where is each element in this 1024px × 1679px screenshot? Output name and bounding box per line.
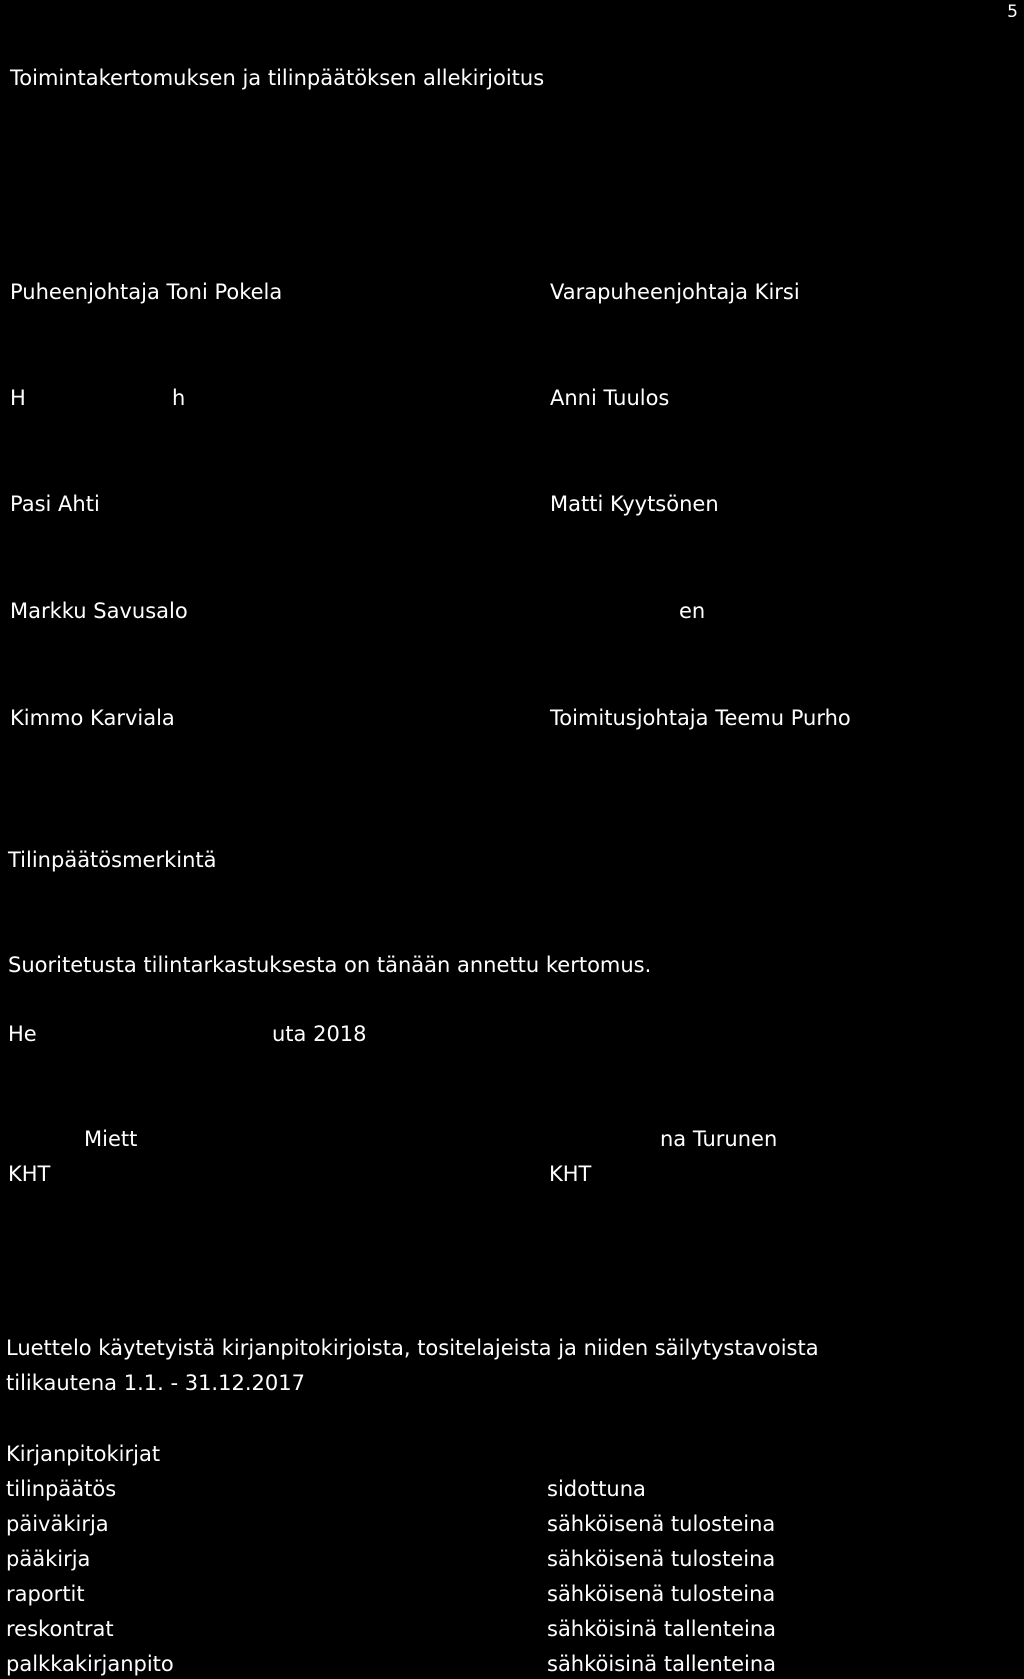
auditor-right-title: KHT [549, 1162, 592, 1186]
signature-member-en: en [679, 599, 706, 623]
page-heading: Toimintakertomuksen ja tilinpäätöksen allekirjoitus [10, 66, 545, 90]
ledger-title-line1: Luettelo käytetyistä kirjanpitokirjoista, tositelajeista ja niiden säilytystavoista [6, 1336, 819, 1360]
ledger-row-name: raportit [6, 1582, 85, 1606]
audit-statement: Suoritetusta tilintarkastuksesta on tänään annettu kertomus. [8, 953, 652, 977]
signature-chair: Puheenjohtaja Toni Pokela [10, 280, 283, 304]
ledger-row-name: tilinpäätös [6, 1477, 117, 1501]
ledger-row-storage: sähköisenä tulosteina [547, 1512, 776, 1536]
auditor-right-name: na Turunen [660, 1127, 778, 1151]
ledger-row-name: päiväkirja [6, 1512, 109, 1536]
ledger-row-storage: sähköisenä tulosteina [547, 1582, 776, 1606]
signature-anni-tuulos: Anni Tuulos [550, 386, 670, 410]
signature-member-h-fragment: h [172, 386, 186, 410]
audit-date: uta 2018 [272, 1022, 367, 1046]
audit-place: He [8, 1022, 37, 1046]
ledger-row-name: reskontrat [6, 1617, 114, 1641]
page-number: 5 [1007, 2, 1018, 22]
ledger-row-storage: sähköisinä tallenteina [547, 1652, 777, 1676]
ledger-row-name: palkkakirjanpito [6, 1652, 174, 1676]
signature-member-h: H [10, 386, 26, 410]
signature-vice-chair: Varapuheenjohtaja Kirsi [550, 280, 800, 304]
ledger-row-storage: sähköisenä tulosteina [547, 1547, 776, 1571]
ledger-row-storage: sähköisinä tallenteina [547, 1617, 777, 1641]
signature-pasi-ahti: Pasi Ahti [10, 492, 100, 516]
ledger-row-storage: sidottuna [547, 1477, 646, 1501]
signature-matti-kyytsonen: Matti Kyytsönen [550, 492, 719, 516]
audit-heading: Tilinpäätösmerkintä [8, 848, 217, 872]
auditor-left-name: Miett [84, 1127, 138, 1151]
ledger-section-heading: Kirjanpitokirjat [6, 1442, 161, 1466]
ledger-row-name: pääkirja [6, 1547, 91, 1571]
ledger-title-line2: tilikautena 1.1. - 31.12.2017 [6, 1371, 305, 1395]
signature-markku-savusalo: Markku Savusalo [10, 599, 188, 623]
auditor-left-title: KHT [8, 1162, 51, 1186]
signature-ceo: Toimitusjohtaja Teemu Purho [550, 706, 851, 730]
signature-kimmo-karviala: Kimmo Karviala [10, 706, 175, 730]
